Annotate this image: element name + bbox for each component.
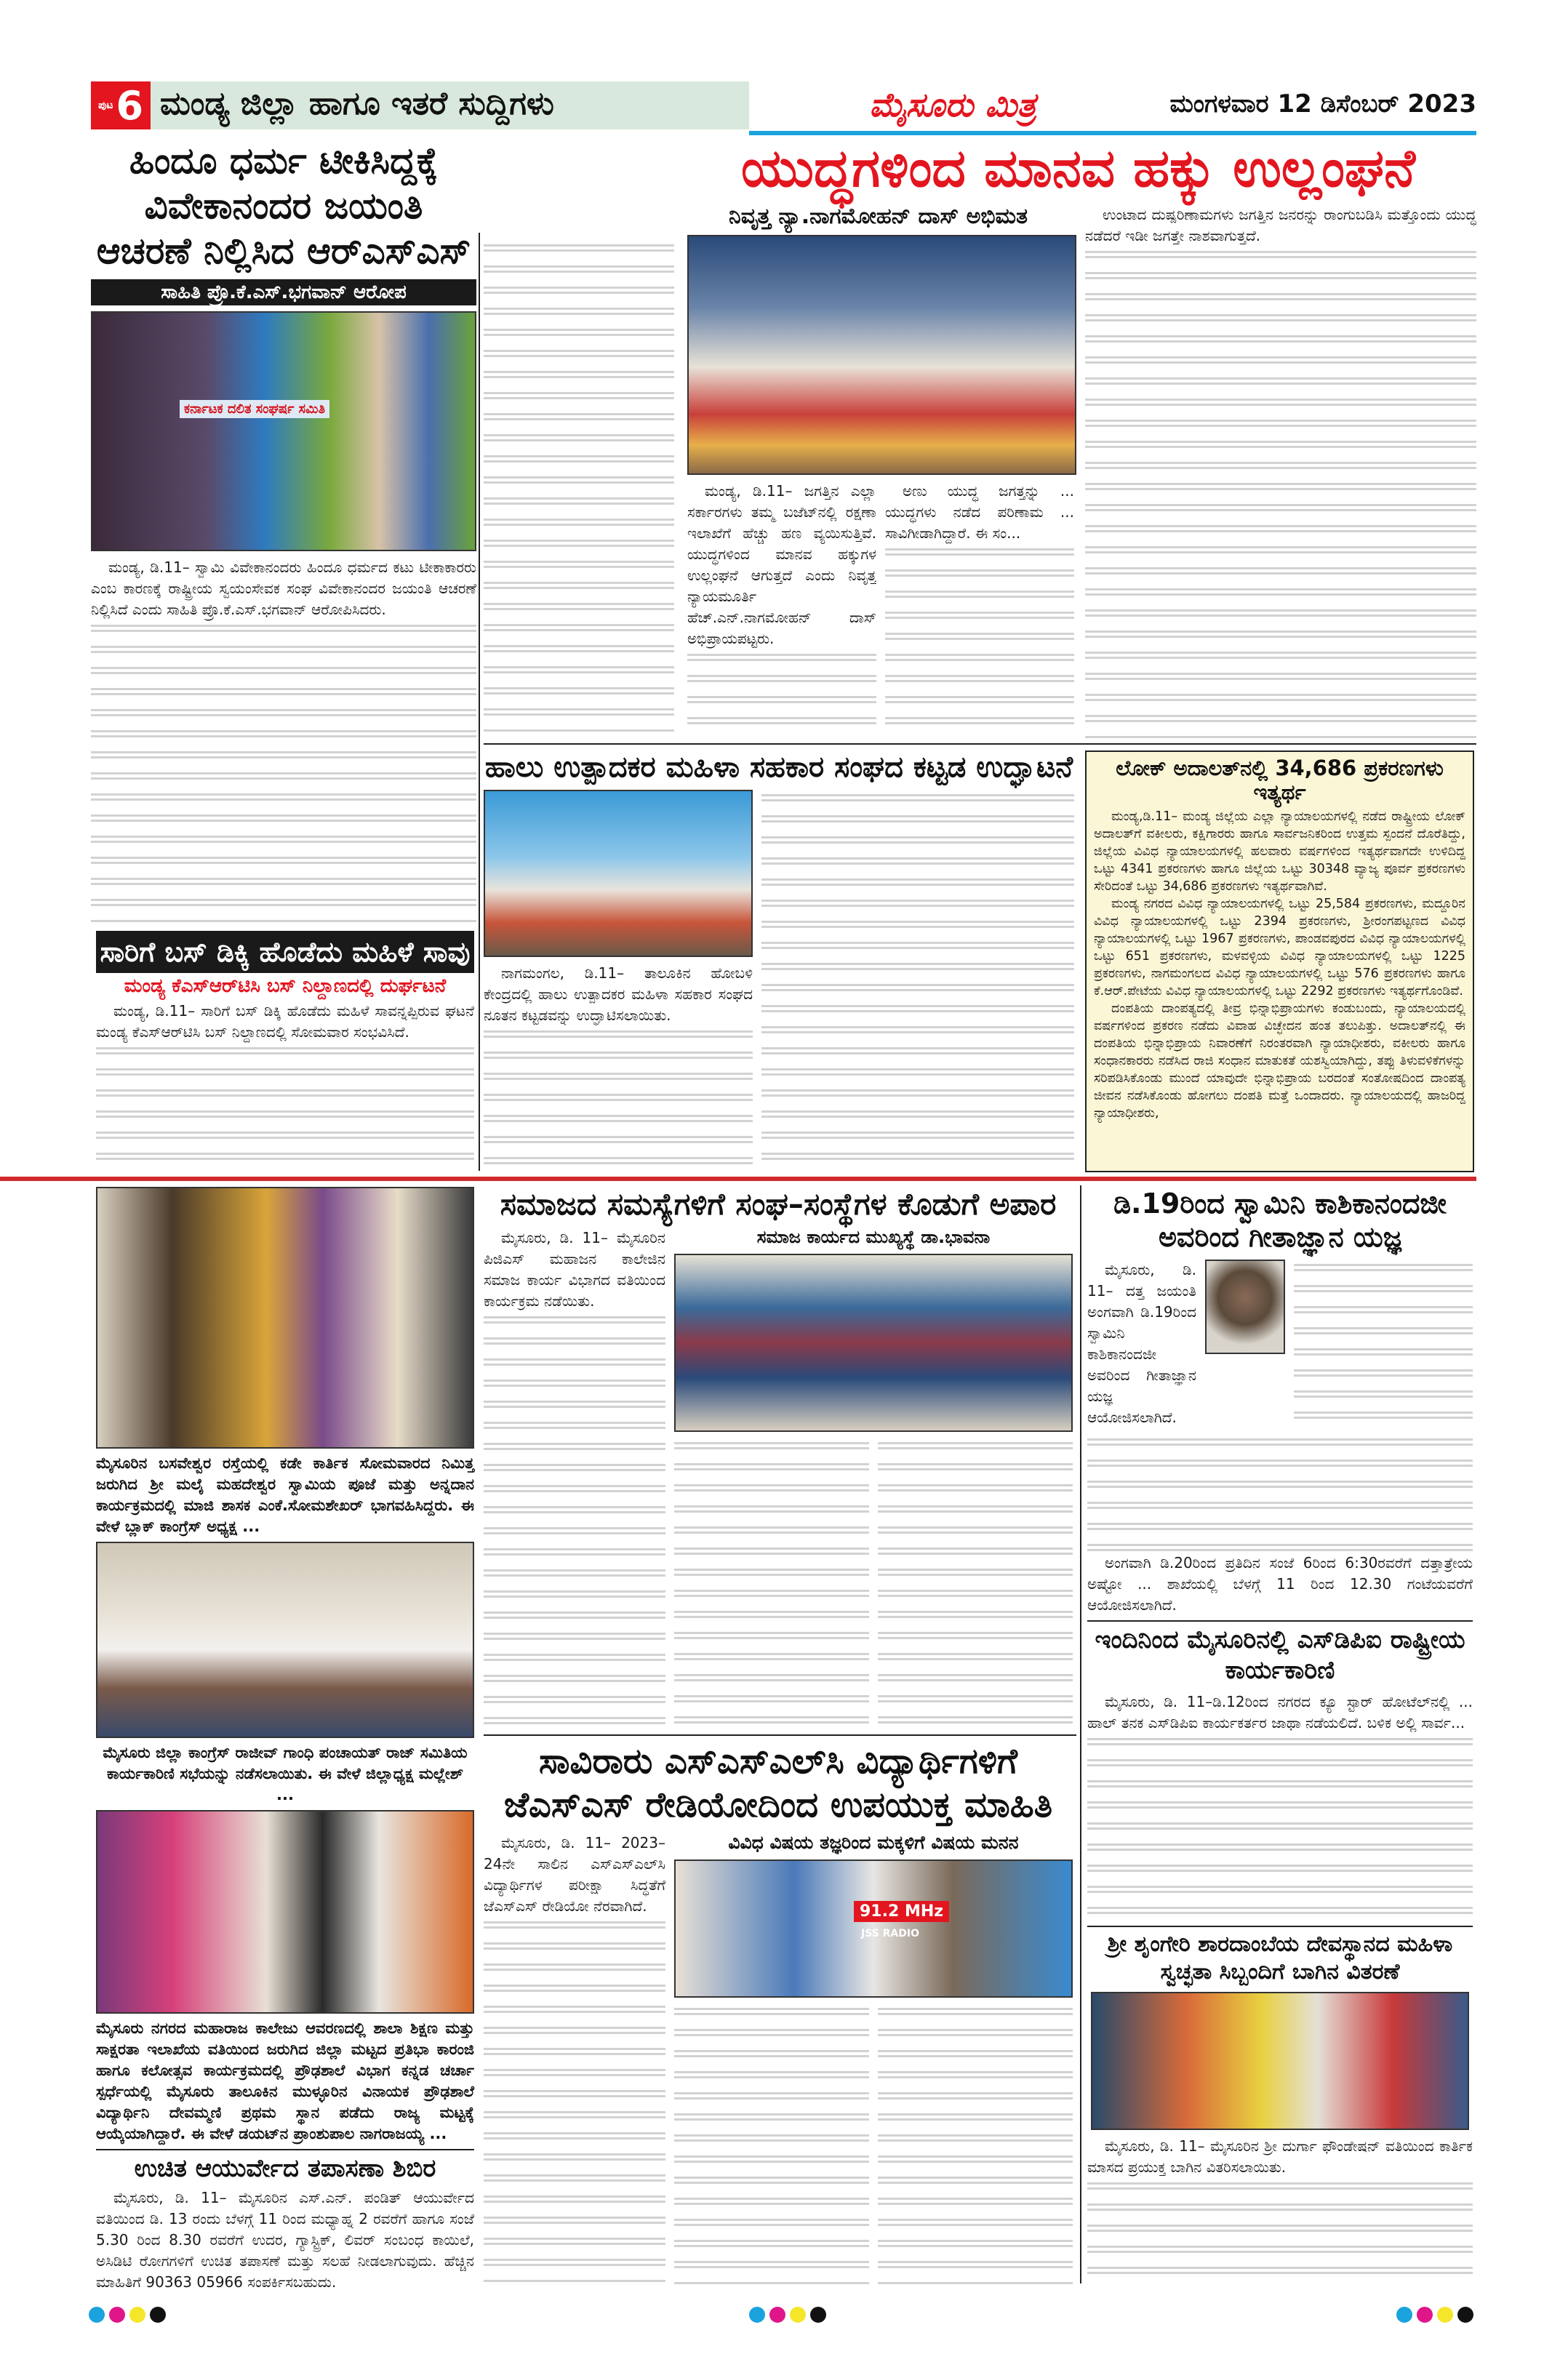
photo-temple-pooja [96,1187,474,1449]
column-rule [479,233,480,1171]
registration-dot-yellow [1437,2307,1453,2323]
caption-temple: ಮೈಸೂರಿನ ಬಸವೇಶ್ವರ ರಸ್ತೆಯಲ್ಲಿ ಕಡೇ ಕಾರ್ತಿಕ ಸೋಮವಾರದ ನಿಮಿತ್ತ ಜರುಗಿದ ಶ್ರೀ ಮಲೈ ಮಹದೇಶ್ವರ ಸ್ವಾಮಿಯ ಪೂಜೆ ಮತ್ತು ಅನ್ನದಾನ ಕಾರ್ಯಕ್ರಮದಲ್ಲಿ ಮಾಜಿ ಶಾಸಕ ಎಂಕೆ.ಸೋಮಶೇಖರ್ ಭಾಗವಹಿಸಿದ್ದರು. ಈ ವೇಳೆ ಬ್ಲಾಕ್ ಕಾಂಗ್ರೆಸ್ ಅಧ್ಯಕ್ಷ ... [96,1454,474,1535]
body-sdpi: ಮೈಸೂರು, ಡಿ. 11–ಡಿ.12ರಿಂದ ನಗರದ ಕ್ಯೂ ಸ್ಟಾರ್ ಹೋಟೆಲ್‌ನಲ್ಲಿ ... ಹಾಲ್ ತನಕ ಎಸ್‌ಡಿಪಿಐ ಕಾರ್ಯಕರ್ತರ ಜಾಥಾ ನಡೆಯಲಿದೆ. ಬಳಿಕ ಅಲ್ಲಿ ಸಾರ್ವ... [1087,1692,1473,1921]
body-radio-col1: ಮೈಸೂರು, ಡಿ. 11– 2023–24ನೇ ಸಾಲಿನ ಎಸ್‌ಎಸ್‌ಎಲ್‌ಸಿ ವಿದ್ಯಾರ್ಥಿಗಳ ಪರೀಕ್ಷಾ ಸಿದ್ಧತೆಗೆ ಜೆಎಸ್‌ಎಸ್ ರೇಡಿಯೋ ನೆರವಾಗಿದೆ. [484,1833,665,2285]
caption-congress: ಮೈಸೂರು ಜಿಲ್ಲಾ ಕಾಂಗ್ರೆಸ್ ರಾಜೀವ್ ಗಾಂಧಿ ಪಂಚಾಯತ್ ರಾಜ್ ಸಮಿತಿಯ ಕಾರ್ಯಕಾರಿಣಿ ಸಭೆಯನ್ನು ನಡೆಸಲಾಯಿತು. ಈ ವೇಳೆ ಜಿಲ್ಲಾಧ್ಯಕ್ಷ ಮಲ್ಲೇಶ್ ... [103,1744,468,1803]
divider [484,1734,1076,1736]
registration-dot-black [810,2307,826,2323]
body-geeta: ಅಂಗವಾಗಿ ಡಿ.20ರಿಂದ ಪ್ರತಿದಿನ ಸಂಜೆ 6ರಿಂದ 6:30ರವರೆಗೆ ದತ್ತಾತ್ರೇಯ ಅಷ್ಟೋ ... ಶಾಖೆಯಲ್ಲಿ ಬೆಳಗ್ಗೆ 11 ರಿಂದ 12.30 ಗಂಟೆಯವರೆಗೆ ಆಯೋಜಿಸಲಾಗಿದೆ. [1087,1434,1473,1616]
section-title: ಮಂಡ್ಯ ಜಿಲ್ಲಾ ಹಾಗೂ ಇತರೆ ಸುದ್ದಿಗಳು [160,85,554,122]
story-war [680,138,1476,738]
headline-lok-adalat: ಲೋಕ್ ಅದಾಲತ್‌ನಲ್ಲಿ 34,686 ಪ್ರಕರಣಗಳು ಇತ್ಯರ್ಥ [1116,756,1444,805]
header-rule [749,131,1476,135]
subhead-radio: ವಿವಿಧ ವಿಷಯ ತಜ್ಞರಿಂದ ಮಕ್ಕಳಿಗೆ ವಿಷಯ ಮನನ [728,1832,1019,1853]
left-photo-column [96,1187,474,2291]
registration-dot-black [1457,2307,1473,2323]
divider [96,2149,474,2150]
body-radio-col2 [674,2003,869,2285]
registration-dot-cyan [89,2307,105,2323]
registration-dot-yellow [129,2307,145,2323]
registration-dot-yellow [790,2307,806,2323]
photo-ambedkar-tribute [91,311,476,551]
body-radio-col3 [878,2003,1073,2285]
body-bus: ಮಂಡ್ಯ, ಡಿ.11– ಸಾರಿಗೆ ಬಸ್ ಡಿಕ್ಕಿ ಹೊಡೆದು ಮಹಿಳೆ ಸಾವನ್ನಪ್ಪಿರುವ ಘಟನೆ ಮಂಡ್ಯ ಕೆಎಸ್‌ಆರ್‌ಟಿಸಿ ಬಸ್ ನಿಲ್ದಾಣದಲ್ಲಿ ಸೋಮವಾರ ಸಂಭವಿಸಿದೆ. [96,1001,474,1171]
story-sringeri [1087,1931,1473,2285]
photo-sringeri-bagina [1091,1992,1469,2130]
registration-dot-cyan [749,2307,765,2323]
headline-sdpi: ಇಂದಿನಿಂದ ಮೈಸೂರಿನಲ್ಲಿ ಎಸ್‌ಡಿಪಿಐ ರಾಷ್ಟ್ರೀಯ ಕಾರ್ಯಕಾರಿಣಿ [1095,1625,1465,1685]
red-section-rule [0,1177,1476,1181]
radio-name-label: JSS RADIO [861,1927,919,1939]
registration-dot-magenta [1417,2307,1433,2323]
body-milk-a: ನಾಗಮಂಗಲ, ಡಿ.11– ತಾಲೂಕಿನ ಹೋಬಳಿ ಕೇಂದ್ರದಲ್ಲಿ ಹಾಲು ಉತ್ಪಾದಕರ ಮಹಿಳಾ ಸಹಕಾರ ಸಂಘದ ನೂತನ ಕಟ್ಟಡವನ್ನು ಉದ್ಘಾಟಿಸಲಾಯಿತು. [484,963,753,1172]
body-society-col3 [878,1438,1073,1729]
divider [484,743,1476,745]
divider [1087,1620,1473,1622]
radio-frequency-label: 91.2 MHz [854,1901,949,1922]
headline-sringeri: ಶ್ರೀ ಶೃಂಗೇರಿ ಶಾರದಾಂಬೆಯ ದೇವಸ್ಥಾನದ ಮಹಿಳಾ ಸ್ವಚ್ಛತಾ ಸಿಬ್ಬಂದಿಗೆ ಬಾಗಿನ ವಿತರಣೆ [1107,1931,1453,1985]
kicker-bhagwan: ಸಾಹಿತಿ ಪ್ರೊ.ಕೆ.ಎಸ್.ಭಗವಾನ್ ಆರೋಪ [91,279,476,305]
headline-milk: ಹಾಲು ಉತ್ಪಾದಕರ ಮಹಿಳಾ ಸಹಕಾರ ಸಂಘದ ಕಟ್ಟಡ ಉದ್ಘಾಟನೆ [484,750,1073,784]
registration-dot-magenta [769,2307,785,2323]
body-milk-b [761,790,1074,1172]
photo-jss-radio [674,1859,1073,1998]
subhead-society: ಸಮಾಜ ಕಾರ್ಯದ ಮುಖ್ಯಸ್ಥೆ ಡಾ.ಭಾವನಾ [756,1227,991,1248]
photo-war-event [687,235,1076,475]
body-society-col2 [674,1438,869,1729]
page-label: ಪುಟ [97,100,113,111]
story-sdpi [1087,1625,1473,1921]
issue-date: ಮಂಗಳವಾರ 12 ಡಿಸೆಂಬರ್ 2023 [1169,89,1476,119]
geeta-lead-col: ಮೈಸೂರು, ಡಿ. 11– ದತ್ತ ಜಯಂತಿ ಅಂಗವಾಗಿ ಡಿ.19ರಿಂದ ಸ್ವಾಮಿನಿ ಕಾಶಿಕಾನಂದಜೀ ಅವರಿಂದ ಗೀತಾಜ್ಞಾನ ಯಜ್ಞ ಆಯೋಜಿಸಲಾಗಿದೆ. [1087,1261,1196,1426]
subhead-bus: ಮಂಡ್ಯ ಕೆಎಸ್‌ಆರ್‌ಟಿಸಿ ಬಸ್ ನಿಲ್ದಾಣದಲ್ಲಿ ದುರ್ಘಟನೆ [124,975,447,997]
photo-congress-meeting [96,1542,474,1738]
headline-geeta: ಡಿ.19ರಿಂದ ಸ್ವಾಮಿನಿ ಕಾಶಿಕಾನಂದಜೀ ಅವರಿಂದ ಗೀತಾಜ್ಞಾನ ಯಜ್ಞ [1113,1188,1447,1253]
story-society [484,1187,1073,1729]
story-milk [484,750,1074,1172]
headline-war: ಯುದ್ಧಗಳಿಂದ ಮಾನವ ಹಕ್ಕು ಉಲ್ಲಂಘನೆ [740,137,1416,199]
headline-vivekananda: ಹಿಂದೂ ಧರ್ಮ ಟೀಕಿಸಿದ್ದಕ್ಕೆ ವಿವೇಕಾನಂದರ ಜಯಂತಿ ಆಚರಣೆ ನಿಲ್ಲಿಸಿದ ಆರ್‌ಎಸ್‌ಎಸ್ [96,140,471,272]
headline-society: ಸಮಾಜದ ಸಮಸ್ಯೆಗಳಿಗೆ ಸಂಘ–ಸಂಸ್ಥೆಗಳ ಕೊಡುಗೆ ಅಪಾರ [500,1186,1057,1222]
body-ayurveda: ಮೈಸೂರು, ಡಿ. 11– ಮೈಸೂರಿನ ಎಸ್.ಎನ್. ಪಂಡಿತ್ ಆಯುರ್ವೇದ ವತಿಯಿಂದ ಡಿ. 13 ರಂದು ಬೆಳಗ್ಗೆ 11 ರಿಂದ ಮಧ್ಯಾಹ್ನ 2 ರವರೆಗೆ ಹಾಗೂ ಸಂಜೆ 5.30 ರಿಂದ 8.30 ರವರೆಗೆ ಉದರ, ಗ್ಯಾಸ್ಟ್ರಿಕ್, ಲಿವರ್ ಸಂಬಂಧ ಕಾಯಿಲೆ, ಅಸಿಡಿಟಿ ರೋಗಗಳಿಗೆ ಉಚಿತ ತಪಾಸಣೆ ಮತ್ತು ಸಲಹೆ ನೀಡಲಾಗುವುದು. ಹೆಚ್ಚಿನ ಮಾಹಿತಿಗೆ 90363 05966 ಸಂಪರ್ಕಿಸಬಹುದು. [96,2189,474,2291]
photo-swamini-portrait [1205,1260,1285,1354]
body-vivekananda-cont [484,240,674,734]
photo-banner-text: ಕರ್ನಾಟಕ ದಲಿತ ಸಂಘರ್ಷ ಸಮಿತಿ [180,400,329,418]
headline-ayurveda: ಉಚಿತ ಆಯುರ್ವೇದ ತಪಾಸಣಾ ಶಿಬಿರ [134,2154,436,2183]
masthead-logo: ಮೈಸೂರು ಮಿತ್ರ [869,85,1036,124]
story-radio [484,1740,1073,2285]
page-number-badge [91,81,151,129]
photo-college-award [96,1810,474,2014]
divider [1087,1926,1473,1927]
body-war-col3: ಉಂಟಾದ ದುಷ್ಪರಿಣಾಮಗಳು ಜಗತ್ತಿನ ಜನರನ್ನು ರಾಂಗುಬಡಿಸಿ ಮತ್ತೊಂದು ಯುದ್ಧ ನಡೆದರೆ ಇಡೀ ಜಗತ್ತೇ ನಾಶವಾಗುತ್ತದೆ. [1085,204,1476,738]
registration-dot-magenta [109,2307,125,2323]
page-number: 6 [116,82,144,129]
headline-bus: ಸಾರಿಗೆ ಬಸ್ ಡಿಕ್ಕಿ ಹೊಡೆದು ಮಹಿಳೆ ಸಾವು [96,931,474,973]
body-sringeri: ಮೈಸೂರು, ಡಿ. 11– ಮೈಸೂರಿನ ಶ್ರೀ ದುರ್ಗಾ ಫೌಂಡೇಷನ್ ವತಿಯಿಂದ ಕಾರ್ತಿಕ ಮಾಸದ ಪ್ರಯುಕ್ತ ಬಾಗಿನ ವಿತರಿಸಲಾಯಿತು. [1087,2136,1473,2285]
body-lok-adalat: ಮಂಡ್ಯ,ಡಿ.11– ಮಂಡ್ಯ ಜಿಲ್ಲೆಯ ಎಲ್ಲಾ ನ್ಯಾಯಾಲಯಗಳಲ್ಲಿ ನಡೆದ ರಾಷ್ಟ್ರೀಯ ಲೋಕ್ ಅದಾಲತ್‌ಗೆ ವಕೀಲರು, ಕಕ್ಷಿಗಾರರು ಹಾಗೂ ಸಾರ್ವಜನಿಕರಿಂದ ಉತ್ತಮ ಸ್ಪಂದನೆ ದೊರೆತಿದ್ದು, ಜಿಲ್ಲೆಯ ವಿವಿಧ ನ್ಯಾಯಾಲಯಗಳಲ್ಲಿ ಹಲವಾರು ವರ್ಷಗಳಿಂದ ಇತ್ಯರ್ಥವಾಗದೇ ಉಳಿದಿದ್ದ ಒಟ್ಟು 4341 ಪ್ರಕರಣಗಳು ಹಾಗೂ ಜಿಲ್ಲೆಯ ಒಟ್ಟು 30348 ವ್ಯಾಜ್ಯ ಪೂರ್ವ ಪ್ರಕರಣಗಳು ಸೇರಿದಂತೆ ಒಟ್ಟು 34,686 ಪ್ರಕರಣಗಳು ಇತ್ಯರ್ಥವಾಗಿವೆ. ಮಂಡ್ಯ ನಗರದ ವಿವಿಧ ನ್ಯಾಯಾಲಯಗಳಲ್ಲಿ ಒಟ್ಟು 25,584 ಪ್ರಕರಣಗಳು, ಮದ್ದೂರಿನ ವಿವಿಧ ನ್ಯಾಯಾಲಯಗಳಲ್ಲಿ ಒಟ್ಟು 2394 ಪ್ರಕರಣಗಳು, ಶ್ರೀರಂಗಪಟ್ಟಣದ ವಿವಿಧ ನ್ಯಾಯಾಲಯಗಳಲ್ಲಿ ಒಟ್ಟು 1967 ಪ್ರಕರಣಗಳು, ಪಾಂಡವಪುರದ ವಿವಿಧ ನ್ಯಾಯಾಲಯಗಳಲ್ಲಿ ಒಟ್ಟು 651 ಪ್ರಕರಣಗಳು, ಮಳವಳ್ಳಿಯ ವಿವಿಧ ನ್ಯಾಯಾಲಯಗಳಲ್ಲಿ ಒಟ್ಟು 1225 ಪ್ರಕರಣಗಳು, ನಾಗಮಂಗಲದ ವಿವಿಧ ನ್ಯಾಯಾಲಯಗಳಲ್ಲಿ ಒಟ್ಟು 576 ಪ್ರಕರಣಗಳು ಹಾಗೂ ಕೆ.ಆರ್.ಪೇಟೆಯ ವಿವಿಧ ನ್ಯಾಯಾಲಯಗಳಲ್ಲಿ ಒಟ್ಟು 2292 ಪ್ರಕರಣಗಳು ಇತ್ಯರ್ಥಗೊಂಡಿವೆ. ದಂಪತಿಯ ದಾಂಪತ್ಯದಲ್ಲಿ ತೀವ್ರ ಭಿನ್ನಾಭಿಪ್ರಾಯಗಳು ಕಂಡುಬಂದು, ನ್ಯಾಯಾಲಯದಲ್ಲಿ ವರ್ಷಗಳಿಂದ ಪ್ರಕರಣ ನಡೆದು ವಿವಾಹ ವಿಚ್ಛೇದನ ಹಂತ ತಲುಪಿತ್ತು. ಅದಾಲತ್‌ನಲ್ಲಿ ಈ ದಂಪತಿಯ ಭಿನ್ನಾಭಿಪ್ರಾಯ ನಿವಾರಣೆಗೆ ನಿರಂತರವಾಗಿ ನ್ಯಾಯಾಧೀಶರು, ವಕೀಲರು ಹಾಗೂ ಸಂಧಾನಕಾರರು ನಡೆಸಿದ ರಾಜಿ ಸಂಧಾನ ಮಾತುಕತೆ ಯಶಸ್ವಿಯಾಗಿದ್ದು, ತಪ್ಪು ತಿಳುವಳಿಕೆಗಳನ್ನು ಸರಿಪಡಿಸಿಕೊಂಡು ಮುಂದೆ ಯಾವುದೇ ಭಿನ್ನಾಭಿಪ್ರಾಯ ಬರದಂತೆ ಸಂತೋಷದಿಂದ ದಾಂಪತ್ಯ ಜೀವನ ನಡೆಸಿಕೊಂಡು ಹೋಗಲು ದಂಪತಿ ಮತ್ತೆ ಒಂದಾದರು. ನ್ಯಾಯಾಲಯದಲ್ಲಿ ಹಾಜರಿದ್ದ ನ್ಯಾಯಾಧೀಶರು, [1094,809,1465,1121]
column-rule [1080,1185,1081,2283]
story-geeta [1087,1187,1473,1616]
photo-milk-society [484,790,753,957]
body-society-col1: ಮೈಸೂರು, ಡಿ. 11– ಮೈಸೂರಿನ ಪಿಜಿಎಸ್ ಮಹಾಜನ ಕಾಲೇಜಿನ ಸಮಾಜ ಕಾರ್ಯ ವಿಭಾಗದ ವತಿಯಿಂದ ಕಾರ್ಯಕ್ರಮ ನಡೆಯಿತು. [484,1228,665,1729]
body-war-col1: ಮಂಡ್ಯ, ಡಿ.11– ಜಗತ್ತಿನ ಎಲ್ಲಾ ಸರ್ಕಾರಗಳು ತಮ್ಮ ಬಜೆಟ್‌ನಲ್ಲಿ ರಕ್ಷಣಾ ಇಲಾಖೆಗೆ ಹೆಚ್ಚು ಹಣ ವ್ಯಯಿಸುತ್ತಿವೆ. ಯುದ್ಧಗಳಿಂದ ಮಾನವ ಹಕ್ಕುಗಳ ಉಲ್ಲಂಘನೆ ಆಗುತ್ತದೆ ಎಂದು ನಿವೃತ್ತ ನ್ಯಾಯಮೂರ್ತಿ ಹೆಚ್.ಎನ್.ನಾಗಮೋಹನ್ ದಾಸ್ ಅಭಿಪ್ರಾಯಪಟ್ಟರು. [687,481,876,738]
lok-adalat-box [1085,750,1474,1172]
body-vivekananda: ಮಂಡ್ಯ, ಡಿ.11– ಸ್ವಾಮಿ ವಿವೇಕಾನಂದರು ಹಿಂದೂ ಧರ್ಮದ ಕಟು ಟೀಕಾಕಾರರು ಎಂಬ ಕಾರಣಕ್ಕೆ ರಾಷ್ಟ್ರೀಯ ಸ್ವಯಂಸೇವಕ ಸಂಘ ವಿವೇಕಾನಂದರ ಜಯಂತಿ ಆಚರಣೆ ನಿಲ್ಲಿಸಿದೆ ಎಂದು ಸಾಹಿತಿ ಪ್ರೊ.ಕೆ.ಎಸ್.ಭಗವಾನ್ ಆರೋಪಿಸಿದರು. [91,557,476,925]
story-bus [96,931,474,1171]
body-war-col2: ಅಣು ಯುದ್ಧ ಜಗತ್ತನ್ನು ... ಯುದ್ಧಗಳು ನಡೆದ ಪರಿಣಾಮ ... ಸಾವಿಗೀಡಾಗಿದ್ದಾರೆ. ಈ ಸಂ... [885,481,1074,738]
story-vivekananda [91,138,476,925]
registration-dot-black [150,2307,166,2323]
geeta-side-lines [1294,1260,1473,1428]
photo-society-audience [674,1254,1073,1432]
headline-radio: ಸಾವಿರಾರು ಎಸ್‌ಎಸ್‌ಎಲ್‌ಸಿ ವಿದ್ಯಾರ್ಥಿಗಳಿಗೆ ಜೆಎಸ್‌ಎಸ್ ರೇಡಿಯೋದಿಂದ ಉಪಯುಕ್ತ ಮಾಹಿತಿ [503,1741,1053,1825]
caption-college: ಮೈಸೂರು ನಗರದ ಮಹಾರಾಜ ಕಾಲೇಜು ಆವರಣದಲ್ಲಿ ಶಾಲಾ ಶಿಕ್ಷಣ ಮತ್ತು ಸಾಕ್ಷರತಾ ಇಲಾಖೆಯ ವತಿಯಿಂದ ಜರುಗಿದ ಜಿಲ್ಲಾ ಮಟ್ಟದ ಪ್ರತಿಭಾ ಕಾರಂಜಿ ಹಾಗೂ ಕಲೋತ್ಸವ ಕಾರ್ಯಕ್ರಮದಲ್ಲಿ ಪ್ರೌಢಶಾಲೆ ವಿಭಾಗ ಕನ್ನಡ ಚರ್ಚಾ ಸ್ಪರ್ಧೆಯಲ್ಲಿ ಮೈಸೂರು ತಾಲೂಕಿನ ಮುಳ್ಳೂರಿನ ವಿನಾಯಕ ಪ್ರೌಢಶಾಲೆ ವಿದ್ಯಾರ್ಥಿನಿ ದೇವಮ್ಮಣಿ ಪ್ರಥಮ ಸ್ಥಾನ ಪಡೆದು ರಾಜ್ಯ ಮಟ್ಟಕ್ಕೆ ಆಯ್ಕೆಯಾಗಿದ್ದಾರೆ. ಈ ವೇಳೆ ಡಯಟ್‌ನ ಪ್ರಾಂಶುಪಾಲ ನಾಗರಾಜಯ್ಯ ... [96,2019,474,2142]
subhead-war: ನಿವೃತ್ತ ನ್ಯಾ.ನಾಗಮೋಹನ್ ದಾಸ್ ಅಭಿಮತ [729,203,1028,229]
registration-dot-cyan [1396,2307,1412,2323]
